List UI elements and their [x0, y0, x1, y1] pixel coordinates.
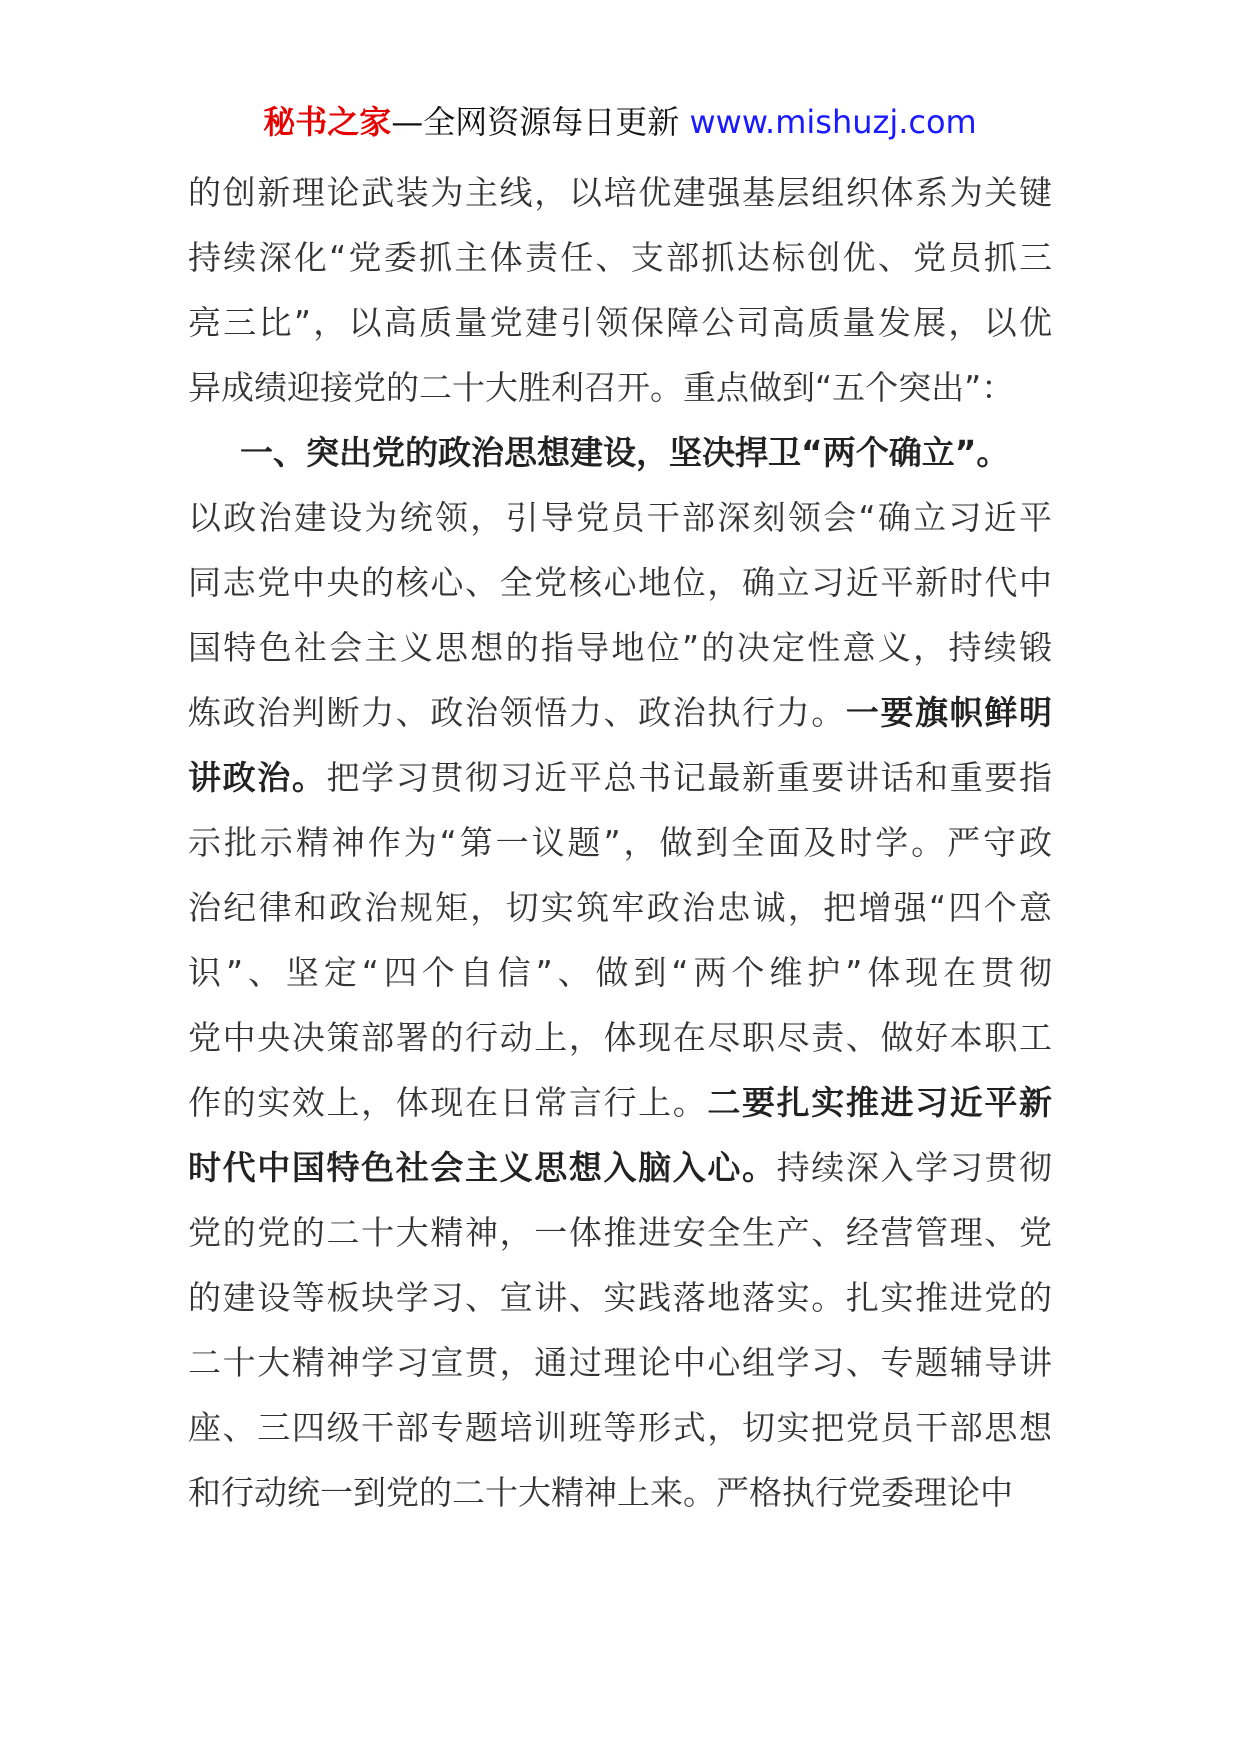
body-text: 把学习贯彻习近平总书记最新重要讲话和重要指	[326, 758, 1052, 797]
text-line	[188, 160, 1052, 225]
body-text: 作的实效上，体现在日常言行上。	[188, 1083, 708, 1122]
text-line	[188, 875, 1052, 940]
body-text: 的建设等板块学习、宣讲、实践落地落实。扎实推进党的	[188, 1278, 1052, 1317]
text-line	[188, 1395, 1052, 1460]
document-body	[188, 160, 1052, 1525]
body-text: 党的党的二十大精神，一体推进安全生产、经营管理、党	[188, 1213, 1052, 1252]
text-line	[188, 1135, 1052, 1200]
site-header	[0, 100, 1240, 144]
site-brand: 秘书之家	[263, 103, 392, 141]
text-line	[188, 615, 1052, 680]
text-line	[188, 1330, 1052, 1395]
body-text: 同志党中央的核心、全党核心地位，确立习近平新时代中	[188, 563, 1052, 602]
text-line	[188, 225, 1052, 290]
body-text: 座、三四级干部专题培训班等形式，切实把党员干部思想	[188, 1408, 1052, 1447]
site-url-link[interactable]: www.mishuzj.com	[689, 103, 977, 141]
bold-text: 二要扎实推进习近平新	[707, 1083, 1052, 1122]
body-text: 炼政治判断力、政治领悟力、政治执行力。	[188, 693, 846, 732]
body-text: 持续深化“党委抓主体责任、支部抓达标创优、党员抓三	[188, 238, 1052, 277]
text-line	[188, 1265, 1052, 1330]
bold-text: 讲政治。	[188, 758, 327, 797]
text-line	[188, 485, 1052, 550]
bold-text: 一要旗帜鲜明	[845, 693, 1052, 732]
body-text: 持续深入学习贯彻	[776, 1148, 1052, 1187]
text-line	[188, 355, 1052, 420]
text-line	[188, 550, 1052, 615]
body-text: 和行动统一到党的二十大精神上来。严格执行党委理论中	[188, 1473, 1013, 1512]
text-line	[188, 810, 1052, 875]
text-line	[188, 745, 1052, 810]
bold-text: 一、突出党的政治思想建设，坚决捍卫“两个确立”。	[240, 433, 1010, 472]
bold-text: 时代中国特色社会主义思想入脑入心。	[188, 1148, 777, 1187]
text-line	[188, 1200, 1052, 1265]
site-tagline: —全网资源每日更新	[391, 103, 680, 141]
text-line	[188, 290, 1052, 355]
body-text: 异成绩迎接党的二十大胜利召开。重点做到“五个突出”：	[188, 368, 1015, 407]
text-line	[188, 680, 1052, 745]
body-text: 的创新理论武装为主线，以培优建强基层组织体系为关键	[188, 173, 1052, 212]
body-text: 亮三比”，以高质量党建引领保障公司高质量发展，以优	[188, 303, 1052, 342]
text-line	[188, 1070, 1052, 1135]
body-text: 国特色社会主义思想的指导地位”的决定性意义，持续锻	[188, 628, 1052, 667]
text-line	[188, 1460, 1052, 1525]
text-line	[188, 940, 1052, 1005]
body-text: 示批示精神作为“第一议题”，做到全面及时学。严守政	[188, 823, 1052, 862]
body-text: 识”、坚定“四个自信”、做到“两个维护”体现在贯彻	[188, 953, 1052, 992]
text-line	[188, 1005, 1052, 1070]
body-text: 治纪律和政治规矩，切实筑牢政治忠诚，把增强“四个意	[188, 888, 1052, 927]
section-heading	[188, 420, 1052, 485]
body-text: 二十大精神学习宣贯，通过理论中心组学习、专题辅导讲	[188, 1343, 1052, 1382]
body-text: 以政治建设为统领，引导党员干部深刻领会“确立习近平	[188, 498, 1052, 537]
body-text: 党中央决策部署的行动上，体现在尽职尽责、做好本职工	[188, 1018, 1052, 1057]
